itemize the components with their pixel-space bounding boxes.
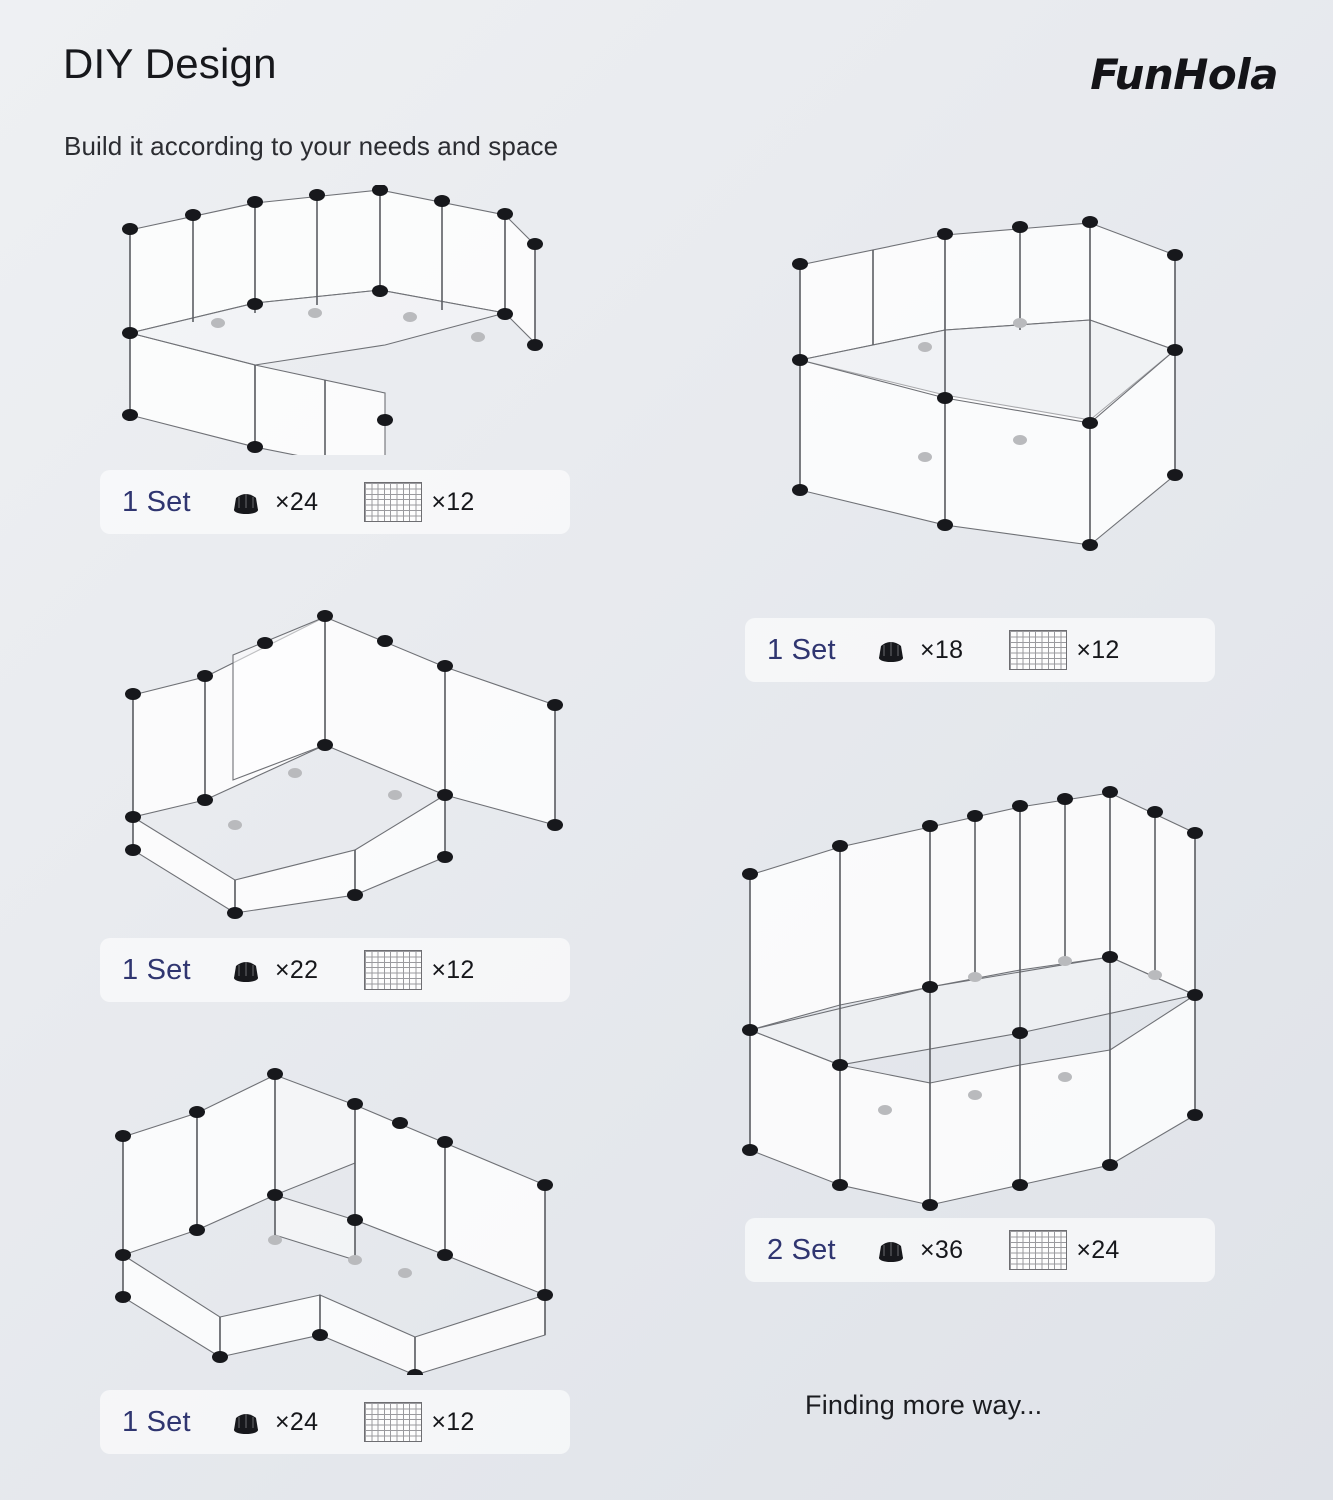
connector-icon	[871, 1236, 911, 1264]
page-subtitle: Build it according to your needs and space	[64, 131, 559, 161]
set-label: 1 Set	[122, 485, 191, 518]
connector-group	[871, 636, 963, 665]
illustration-divided-pen	[115, 595, 575, 925]
connector-icon	[871, 636, 911, 664]
panel-count: ×12	[431, 955, 475, 984]
panel-group	[364, 1402, 474, 1442]
connector-count: ×24	[275, 1407, 319, 1436]
connector-count: ×22	[275, 955, 319, 984]
footnote-text: Finding more way...	[805, 1390, 1043, 1420]
panel-count: ×12	[431, 487, 475, 516]
connector-group	[871, 1236, 963, 1265]
panel-count: ×12	[431, 1407, 475, 1436]
wire-panel-icon	[1009, 1230, 1067, 1270]
connector-count: ×18	[920, 635, 964, 664]
panel-group	[364, 482, 474, 522]
connector-count: ×24	[275, 487, 319, 516]
set-label: 2 Set	[767, 1233, 836, 1266]
caption-l-shape	[100, 1390, 570, 1454]
panel-count: ×12	[1076, 635, 1120, 664]
illustration-two-level-open	[765, 195, 1185, 585]
caption-divided-pen	[100, 938, 570, 1002]
set-label: 1 Set	[122, 953, 191, 986]
illustration-large-single-layer	[110, 185, 570, 455]
panel-group	[1009, 630, 1119, 670]
connector-icon	[226, 488, 266, 516]
page-title: DIY Design	[63, 40, 277, 87]
set-label: 1 Set	[767, 633, 836, 666]
figure-l-shape	[105, 1045, 565, 1375]
connector-group	[226, 488, 318, 517]
connector-icon	[226, 956, 266, 984]
connector-group	[226, 1408, 318, 1437]
caption-large-single-layer	[100, 470, 570, 534]
connector-icon	[226, 1408, 266, 1436]
connector-count: ×36	[920, 1235, 964, 1264]
set-label: 1 Set	[122, 1405, 191, 1438]
panel-group	[1009, 1230, 1119, 1270]
figure-two-level-large	[730, 765, 1205, 1215]
figure-divided-pen	[115, 595, 575, 925]
wire-panel-icon	[364, 482, 422, 522]
caption-two-level-open	[745, 618, 1215, 682]
figure-large-single-layer	[110, 185, 570, 455]
connector-group	[226, 956, 318, 985]
figure-two-level-open	[765, 195, 1185, 585]
wire-panel-icon	[1009, 630, 1067, 670]
wire-panel-icon	[364, 950, 422, 990]
panel-count: ×24	[1076, 1235, 1120, 1264]
header	[0, 0, 1333, 180]
wire-panel-icon	[364, 1402, 422, 1442]
panel-group	[364, 950, 474, 990]
brand-logo: FunHola	[1090, 50, 1278, 99]
illustration-two-level-large	[730, 765, 1205, 1215]
illustration-l-shape	[105, 1045, 565, 1375]
caption-two-level-large	[745, 1218, 1215, 1282]
